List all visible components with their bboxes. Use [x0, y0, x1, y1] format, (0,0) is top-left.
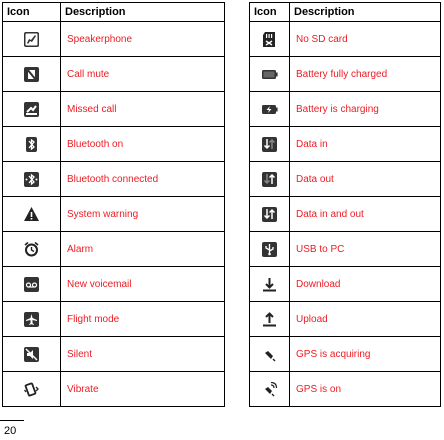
table-row — [3, 197, 225, 232]
alarm-icon — [23, 241, 40, 258]
system-warning-icon — [23, 206, 40, 223]
table-row — [3, 127, 225, 162]
page-divider — [0, 420, 24, 421]
table-row — [250, 232, 441, 267]
icon-column-header: Icon — [3, 3, 61, 22]
battery-charging-icon — [261, 101, 278, 118]
voicemail-icon — [23, 276, 40, 293]
description-cell: Silent — [61, 337, 225, 372]
description-cell: GPS is on — [290, 372, 441, 407]
icon-column-header: Icon — [250, 3, 290, 22]
description-cell: Upload — [290, 302, 441, 337]
table-row — [250, 302, 441, 337]
table-row — [250, 197, 441, 232]
data-out-icon — [261, 171, 278, 188]
description-cell: GPS is acquiring — [290, 337, 441, 372]
speakerphone-icon — [23, 31, 40, 48]
description-cell: Data in and out — [290, 197, 441, 232]
description-cell: Call mute — [61, 57, 225, 92]
table-row — [250, 57, 441, 92]
description-cell: Data in — [290, 127, 441, 162]
description-column-header: Description — [61, 3, 225, 22]
table-row — [3, 57, 225, 92]
data-in-icon — [261, 136, 278, 153]
table-header-row — [250, 3, 441, 22]
table-header-row — [3, 3, 225, 22]
silent-icon — [23, 346, 40, 363]
table-row — [3, 337, 225, 372]
table-row — [250, 372, 441, 407]
description-cell: USB to PC — [290, 232, 441, 267]
download-icon — [261, 276, 278, 293]
table-row — [250, 162, 441, 197]
left-icon-table — [2, 2, 225, 407]
description-cell: No SD card — [290, 22, 441, 57]
table-row — [3, 302, 225, 337]
upload-icon — [261, 311, 278, 328]
bluetooth-connected-icon — [23, 171, 40, 188]
description-cell: Flight mode — [61, 302, 225, 337]
usb-icon — [261, 241, 278, 258]
table-row — [3, 232, 225, 267]
no-sd-card-icon — [261, 31, 278, 48]
description-cell: System warning — [61, 197, 225, 232]
table-row — [250, 337, 441, 372]
page-number: 20 — [4, 425, 17, 437]
table-row — [250, 92, 441, 127]
call-mute-icon — [23, 66, 40, 83]
description-cell: Bluetooth connected — [61, 162, 225, 197]
description-cell: Vibrate — [61, 372, 225, 407]
flight-mode-icon — [23, 311, 40, 328]
gps-acquiring-icon — [261, 346, 278, 363]
table-row — [3, 92, 225, 127]
table-row — [3, 372, 225, 407]
table-row — [250, 127, 441, 162]
description-cell: Battery is charging — [290, 92, 441, 127]
description-cell: Data out — [290, 162, 441, 197]
vibrate-icon — [23, 381, 40, 398]
battery-full-icon — [261, 66, 278, 83]
right-icon-table — [249, 2, 441, 407]
table-row — [3, 267, 225, 302]
description-cell: Missed call — [61, 92, 225, 127]
table-row — [3, 22, 225, 57]
table-row — [250, 22, 441, 57]
description-cell: Alarm — [61, 232, 225, 267]
table-row — [250, 267, 441, 302]
table-row — [3, 162, 225, 197]
missed-call-icon — [23, 101, 40, 118]
description-cell: New voicemail — [61, 267, 225, 302]
description-column-header: Description — [290, 3, 441, 22]
description-cell: Speakerphone — [61, 22, 225, 57]
bluetooth-on-icon — [23, 136, 40, 153]
data-in-out-icon — [261, 206, 278, 223]
description-cell: Download — [290, 267, 441, 302]
description-cell: Battery fully charged — [290, 57, 441, 92]
description-cell: Bluetooth on — [61, 127, 225, 162]
gps-on-icon — [261, 381, 278, 398]
